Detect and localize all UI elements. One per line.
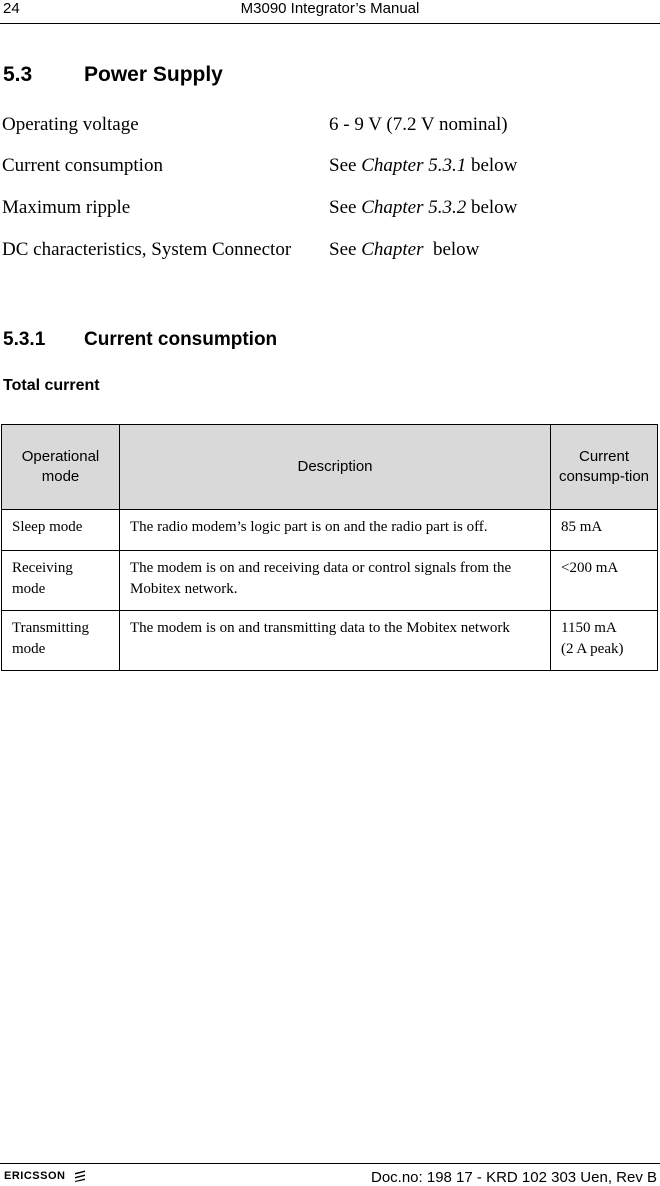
spec-value-maximum-ripple: See Chapter 5.3.2 below — [329, 197, 518, 218]
cell-description: The modem is on and receiving data or control signals from the Mobitex network. — [120, 551, 551, 611]
header-current-consumption: Current consump-tion — [551, 425, 658, 510]
spec-label-current-consumption: Current consumption — [2, 155, 163, 176]
table-header-row — [2, 425, 658, 510]
cell-description: The radio modem’s logic part is on and the radio part is off. — [120, 510, 551, 551]
chapter-link[interactable]: Chapter 5.3.1 — [361, 155, 467, 176]
spec-value-current-consumption: See Chapter 5.3.1 below — [329, 155, 518, 176]
cell-current: 1150 mA (2 A peak) — [551, 611, 658, 671]
chapter-link[interactable]: Chapter 5.3.2 — [361, 197, 467, 218]
footer-rule — [0, 1163, 660, 1164]
table-title: Total current — [3, 377, 100, 394]
logo-text: ERICSSON — [4, 1170, 66, 1182]
document-number: Doc.no: 198 17 - KRD 102 303 Uen, Rev B — [371, 1169, 657, 1186]
table-row — [2, 510, 658, 551]
spec-label-dc-characteristics: DC characteristics, System Connector — [2, 239, 292, 260]
header-operational-mode: Operational mode — [2, 425, 120, 510]
cell-current: 85 mA — [551, 510, 658, 551]
page-number: 24 — [3, 0, 20, 17]
spec-value-operating-voltage: 6 - 9 V (7.2 V nominal) — [329, 114, 508, 135]
header-description: Description — [120, 425, 551, 510]
cell-mode: Sleep mode — [2, 510, 120, 551]
spec-label-operating-voltage: Operating voltage — [2, 114, 139, 135]
cell-description: The modem is on and transmitting data to the Mobitex network — [120, 611, 551, 671]
subsection-number: 5.3.1 — [3, 329, 46, 350]
spec-value-dc-characteristics: See Chapter below — [329, 239, 480, 260]
table-row — [2, 551, 658, 611]
ericsson-mark-icon — [73, 1170, 87, 1182]
header-rule — [0, 23, 660, 24]
cell-mode: Receiving mode — [2, 551, 120, 611]
ericsson-logo — [4, 1170, 87, 1182]
subsection-title: Current consumption — [84, 329, 278, 350]
spec-label-maximum-ripple: Maximum ripple — [2, 197, 131, 218]
table-row — [2, 611, 658, 671]
section-number: 5.3 — [3, 63, 33, 86]
chapter-link[interactable]: Chapter — [361, 239, 424, 260]
section-title: Power Supply — [84, 63, 223, 86]
cell-current: <200 mA — [551, 551, 658, 611]
current-table — [1, 424, 658, 671]
document-title: M3090 Integrator’s Manual — [240, 0, 420, 17]
cell-mode: Transmitting mode — [2, 611, 120, 671]
